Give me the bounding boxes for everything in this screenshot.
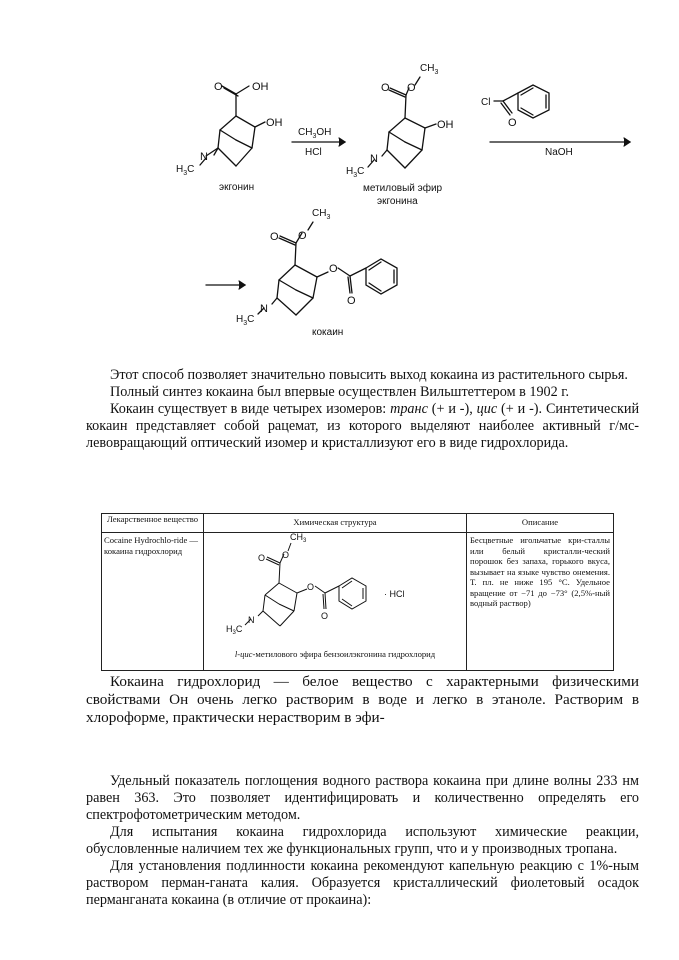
- intro-paragraphs: [86, 367, 639, 452]
- paragraph-permanganate: Для установления подлинности кокаина рекомендуют капельную реакцию с 1%-ным раствором перман-ганата калия. Образуется кристаллический фиолетовый осадок перманганата кокаина (в отличие от прокаина):: [86, 858, 639, 908]
- svg-text:O: O: [282, 550, 290, 560]
- svg-text:O: O: [381, 82, 390, 94]
- ester-name: метиловый эфир: [363, 183, 443, 194]
- svg-text:H3C: $H_3C$: [176, 164, 195, 177]
- svg-text:O: O: [321, 611, 329, 621]
- svg-text:N: N: [260, 303, 268, 315]
- paragraph-reactions: Для испытания кокаина гидрохлорида используют химические реакции, обусловленные наличием тех же функциональных групп, что и у производных тропана.: [86, 824, 639, 857]
- header-substance: Лекарственное вещество: [106, 514, 199, 524]
- svg-text:N: N: [370, 153, 378, 165]
- reaction-scheme: [0, 0, 679, 350]
- ecgonine-acid-oh-label: OH: [252, 81, 269, 93]
- svg-text:H3C: $H_3C$: [236, 314, 255, 327]
- header-structure: Химическая структура: [293, 517, 377, 527]
- paragraph-1: Этот способ позволяет значительно повысить выход кокаина из растительного сырья.: [110, 367, 628, 383]
- svg-text:Cl: Cl: [481, 97, 491, 108]
- paragraph-uv: Удельный показатель поглощения водного раствора кокаина при длине волны 233 нм равен 363. Это позволяет идентифицировать и количественно определять его спектрофотометрическим методом.: [86, 773, 639, 823]
- cocaine-hcl-structure: [204, 533, 466, 651]
- reagent-naoh: NaOH: [545, 147, 573, 158]
- svg-text:CH3: $CH_3$: [420, 63, 439, 76]
- svg-text:O: O: [347, 295, 356, 307]
- svg-text:CH3: $CH_3$: [290, 533, 307, 544]
- paragraph-2: Полный синтез кокаина был впервые осуществлен Вильштеттером в 1902 г.: [110, 384, 570, 400]
- header-description: Описание: [521, 517, 559, 527]
- svg-text:· HCl: · HCl: [384, 589, 405, 599]
- svg-text:O: O: [298, 230, 307, 242]
- svg-text:O: O: [329, 263, 338, 275]
- reagent-methanol: $CH_3OH$: [298, 127, 332, 140]
- bottom-paragraphs: [86, 773, 639, 909]
- reagent-hcl: HCl: [305, 147, 322, 158]
- ecgonine-o-label: O: [214, 81, 223, 93]
- svg-text:O: O: [258, 553, 266, 563]
- ecgonine-name: экгонин: [219, 182, 255, 193]
- substance-table: [101, 513, 614, 671]
- paragraph-3: Кокаин существует в виде четырех изомеров: транс (+ и -), цис (+ и -). Синтетический кокаин представляет собой рацемат, из которого выделяют наиболее активный г/мс-левовращающий оптический изомер и кристаллизуют его в виде гидрохлорида.: [86, 401, 640, 451]
- svg-text:O: O: [270, 231, 279, 243]
- svg-text:H3C: $H_3C$: [346, 166, 365, 179]
- hcl-paragraph: Кокаина гидрохлорид — белое вещество с характерными физическими свойствами Он очень легко растворим в воде и легко в этаноле. Растворим в хлороформе, практически нерастворим в эфи-: [86, 673, 639, 726]
- svg-text:O: O: [407, 82, 416, 94]
- substance-description: Бесцветные игольчатые кри-сталлы или белый кристалли-ческий порошок без запаха, горького вкуса, вызывает на языке чувство онемения. Т. пл. не ниже 195 °С. Удельное вращение от −71 до −73° (2,5%-ный водный раствор): [470, 535, 610, 608]
- cocaine-name: кокаин: [312, 327, 344, 338]
- svg-text:N: N: [248, 615, 255, 625]
- ester-name-2: экгонина: [377, 196, 418, 207]
- ecgonine-oh-label: OH: [266, 117, 283, 129]
- svg-text:OH: OH: [437, 119, 454, 131]
- svg-text:O: O: [307, 582, 315, 592]
- substance-name: Cocaine Hydrochlo-ride — кокаина гидрохлорид: [104, 535, 199, 556]
- svg-text:H3C: $H_3C$: [226, 624, 243, 636]
- svg-text:CH3: $CH_3$: [312, 208, 331, 221]
- svg-text:O: O: [508, 117, 517, 129]
- structure-caption: l-цис-метилового эфира бензоилэкгонина гидрохлорид: [234, 649, 436, 659]
- ecgonine-n-label: N: [200, 151, 208, 163]
